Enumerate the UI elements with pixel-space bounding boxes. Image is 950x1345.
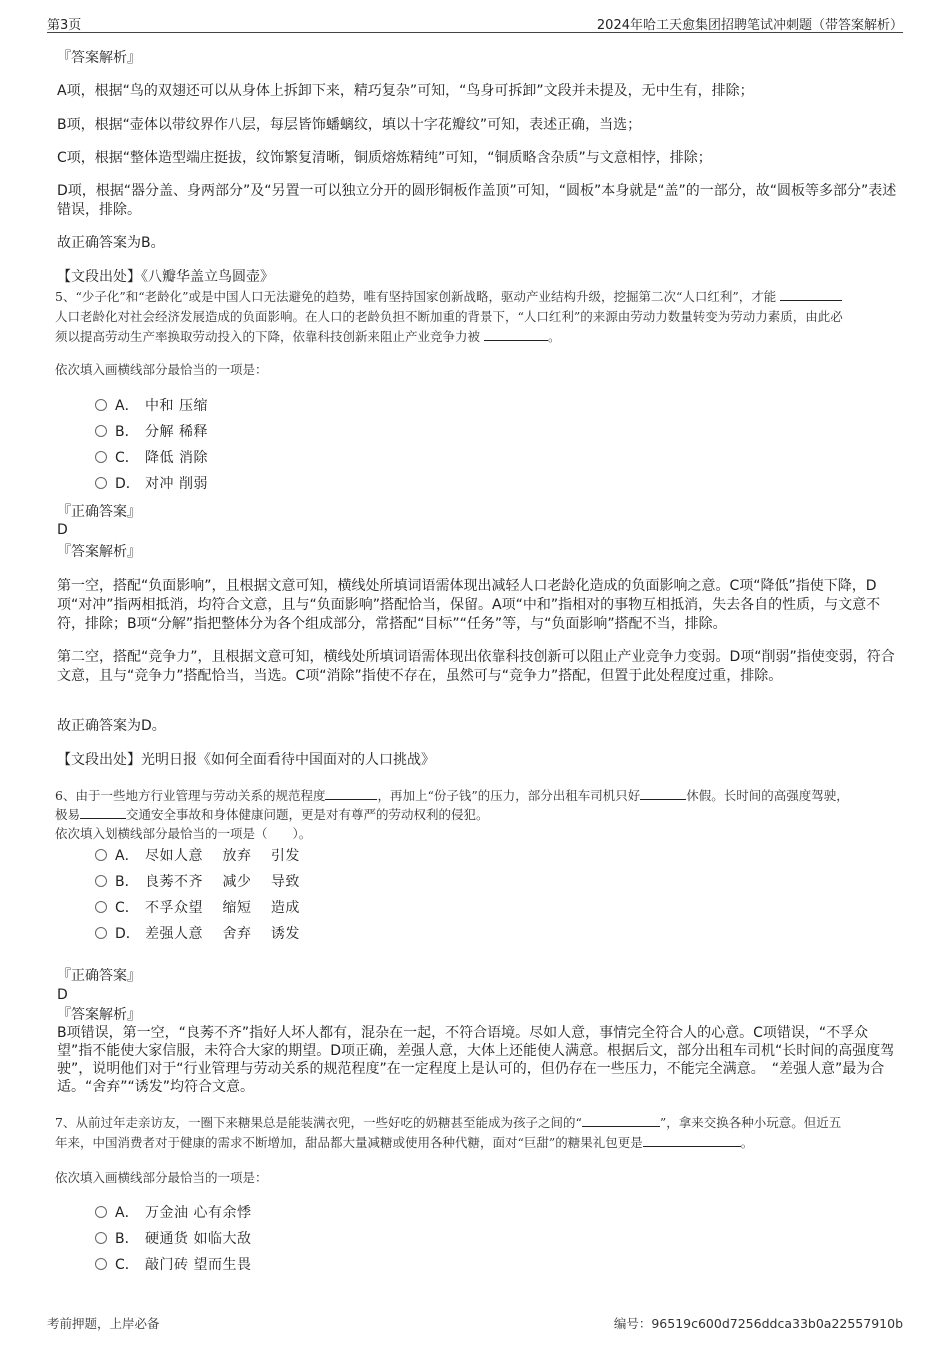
q5-stem: 5、“少子化”和“老龄化”或是中国人口无法避免的趋势，唯有坚持国家创新战略，驱动产业结构升级，挖掘第二次“人口红利”，才能 人口老龄化对社会经济发展造成的负面影响。在人口的老龄负担不断加重的背景下，“人口红利”的来源由劳动力数量转变为劳动力素质，由此必 须以提高劳动生产率换取劳动投入的下降，依靠科技创新来阻止产业竞争力被 。 <box>55 289 843 344</box>
q4-source: 【文段出处】《八瓣华盖立鸟圆壶》 <box>57 269 274 285</box>
q5-analysis-1: 第一空，搭配“负面影响”，且根据文意可知，横线处所填词语需体现出减轻人口老龄化造成的负面影响之意。C项“降低”指使下降，D项“对冲”指两相抵消，均符合文意，且与“负面影响”搭配恰当，保留。A项“中和”指相对的事物互相抵消，失去各自的性质，与文意不符，排除；B项“分解”指把整体分为各个组成部分，常搭配“目标”“任务”等，与“负面影响”搭配不当，排除。 <box>57 578 881 632</box>
radio-icon[interactable] <box>95 477 107 489</box>
radio-icon[interactable] <box>95 1206 107 1218</box>
radio-icon[interactable] <box>95 901 107 913</box>
page-number: 第3页 <box>47 18 82 33</box>
q5-blank-2 <box>484 328 548 341</box>
q5-answer: D <box>57 522 68 538</box>
q6-prompt: 依次填入划横线部分最恰当的一项是（ ）。 <box>55 826 312 841</box>
radio-icon[interactable] <box>95 451 107 463</box>
page-header <box>47 12 903 33</box>
q4-analysis-d: D项，根据“器分盖、身两部分”及“另置一可以独立分开的圆形铜板作盖顶”可知，“圆板”本身就是“盖”的一部分，故“圆板等多部分”表述错误，排除。 <box>57 183 897 218</box>
q6-blank-1 <box>325 787 377 800</box>
q7-stem: 7、从前过年走亲访友，一圈下来糖果总是能装满衣兜，一些好吃的奶糖甚至能成为孩子之间的“ ”，拿来交换各种小玩意。但近五 年来，中国消费者对于健康的需求不断增加，甜品都大量减糖或使用各种代糖，面对“巨甜”的糖果礼包更是 。 <box>55 1115 842 1150</box>
q4-analysis-a: A项，根据“鸟的双翅还可以从身体上拆卸下来，精巧复杂”可知，“鸟身可拆卸”文段并未提及，无中生有，排除； <box>57 83 754 99</box>
radio-icon[interactable] <box>95 927 107 939</box>
q4-analysis-c: C项，根据“整体造型端庄挺拔，纹饰繁复清晰，铜质熔炼精纯”可知，“铜质略含杂质”与文意相悖，排除； <box>57 150 712 166</box>
q6-option-a[interactable]: A． 尽如人意 放弃 引发 <box>95 846 300 866</box>
radio-icon[interactable] <box>95 399 107 411</box>
document-id: 编号：96519c600d7256ddca33b0a22557910b <box>613 1316 903 1331</box>
q7-option-b[interactable]: B． 硬通货 如临大敌 <box>95 1229 251 1249</box>
q7-option-a[interactable]: A． 万金油 心有余悸 <box>95 1203 251 1223</box>
q5-option-b[interactable]: B． 分解 稀释 <box>95 422 208 442</box>
radio-icon[interactable] <box>95 1232 107 1244</box>
q5-answer-label: 『正确答案』 <box>57 504 141 520</box>
q6-answer-label: 『正确答案』 <box>57 968 141 984</box>
q5-blank-1 <box>780 288 842 301</box>
q6-option-c[interactable]: C． 不孚众望 缩短 造成 <box>95 898 300 918</box>
q6-answer: D <box>57 987 68 1003</box>
q4-conclusion: 故正确答案为B。 <box>57 235 165 251</box>
q6-blank-3 <box>80 806 126 819</box>
q5-prompt: 依次填入画横线部分最恰当的一项是： <box>55 362 268 377</box>
q6-option-d[interactable]: D． 差强人意 舍弃 诱发 <box>95 924 300 944</box>
q4-analysis-label: 『答案解析』 <box>57 50 141 66</box>
q5-option-a[interactable]: A． 中和 压缩 <box>95 396 208 416</box>
q5-option-c[interactable]: C． 降低 消除 <box>95 448 208 468</box>
q4-analysis-b: B项，根据“壶体以带纹界作八层，每层皆饰蟠螭纹，填以十字花瓣纹”可知，表述正确，当选； <box>57 117 642 133</box>
radio-icon[interactable] <box>95 1258 107 1270</box>
q5-option-d[interactable]: D． 对冲 削弱 <box>95 474 208 494</box>
q5-analysis-2: 第二空，搭配“竞争力”，且根据文意可知，横线处所填词语需体现出依靠科技创新可以阻止产业竞争力变弱。D项“削弱”指使变弱，符合文意，且与“竞争力”搭配恰当，当选。C项“消除”指使不存在，虽然可与“竞争力”搭配，但置于此处程度过重，排除。 <box>57 649 895 684</box>
q6-analysis: B项错误，第一空，“良莠不齐”指好人坏人都有，混杂在一起，不符合语境。尽如人意，事情完全符合人的心意。C项错误，“不孚众望”指不能使大家信服，未符合大家的期望。D项正确，差强人意，大体上还能使人满意。根据后文，部分出租车司机“长时间的高强度驾驶”，说明他们对于“行业管理与劳动关系的规范程度”在一定程度上是认可的，但仍存在一些压力，不能完全满意。 “差强人意”最为合适。“舍弃”“诱发”均符合文意。 <box>57 1025 895 1095</box>
q7-option-c[interactable]: C． 敲门砖 望而生畏 <box>95 1255 251 1275</box>
q7-prompt: 依次填入画横线部分最恰当的一项是： <box>55 1170 268 1185</box>
footer-slogan: 考前押题，上岸必备 <box>47 1316 160 1331</box>
radio-icon[interactable] <box>95 849 107 861</box>
document-title: 2024年哈工天愈集团招聘笔试冲刺题（带答案解析） <box>596 18 903 33</box>
q5-analysis-label: 『答案解析』 <box>57 544 141 560</box>
q6-analysis-label: 『答案解析』 <box>57 1007 141 1023</box>
q5-source: 【文段出处】光明日报《如何全面看待中国面对的人口挑战》 <box>57 752 435 768</box>
q5-conclusion: 故正确答案为D。 <box>57 718 166 734</box>
q7-blank-1 <box>582 1114 660 1127</box>
q6-stem: 6、由于一些地方行业管理与劳动关系的规范程度 ，再加上“份子钱”的压力，部分出租车司机只好 休假。长时间的高强度驾驶， 极易 交通安全事故和身体健康问题，更是对有尊严的劳动权利的侵犯。 依次填入划横线部分最恰当的一项是（ ）。 <box>55 786 900 843</box>
q7-blank-2 <box>643 1134 741 1147</box>
q6-blank-2 <box>640 787 686 800</box>
radio-icon[interactable] <box>95 425 107 437</box>
q6-option-b[interactable]: B． 良莠不齐 减少 导致 <box>95 872 300 892</box>
radio-icon[interactable] <box>95 875 107 887</box>
